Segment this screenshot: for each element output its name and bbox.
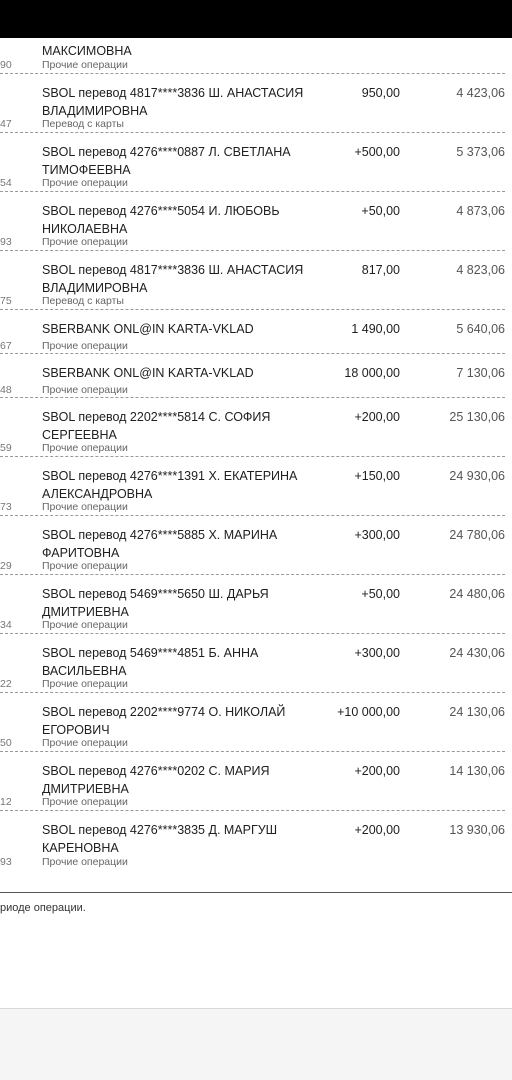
transaction-category: Перевод с карты [42, 118, 124, 130]
transaction-description: SBERBANK ONL@IN KARTA-VKLAD [42, 366, 254, 380]
transaction-balance: 5 640,06 [456, 322, 505, 336]
transaction-row [0, 354, 505, 398]
transaction-amount: 18 000,00 [344, 366, 400, 380]
transaction-row [0, 398, 505, 457]
transaction-amount: +50,00 [361, 204, 400, 218]
transaction-category: Прочие операции [42, 678, 128, 690]
transaction-description: SBOL перевод 4276****0887 Л. СВЕТЛАНА ТИМОФЕЕВНА [42, 145, 291, 177]
transaction-balance: 4 873,06 [456, 204, 505, 218]
transaction-amount: +150,00 [354, 469, 400, 483]
transaction-code: 50 [0, 737, 12, 749]
transaction-description: SBOL перевод 4817****3836 Ш. АНАСТАСИЯ ВЛАДИМИРОВНА [42, 86, 304, 118]
transaction-code: 22 [0, 678, 12, 690]
transaction-balance: 24 130,06 [449, 705, 505, 719]
transaction-category: Прочие операции [42, 59, 128, 71]
table-end-line [0, 892, 512, 893]
transaction-amount: +10 000,00 [337, 705, 400, 719]
transaction-description: SBOL перевод 4276****5885 Х. МАРИНА ФАРИТОВНА [42, 528, 278, 560]
transaction-description: SBOL перевод 2202****9774 О. НИКОЛАЙ ЕГОРОВИЧ [42, 705, 286, 737]
transaction-category: Прочие операции [42, 384, 128, 396]
transaction-description: SBOL перевод 4817****3836 Ш. АНАСТАСИЯ ВЛАДИМИРОВНА [42, 263, 304, 295]
transaction-category: Прочие операции [42, 737, 128, 749]
transaction-balance: 25 130,06 [449, 410, 505, 424]
transaction-code: 90 [0, 59, 12, 71]
transaction-description: SBOL перевод 2202****5814 С. СОФИЯ СЕРГЕЕВНА [42, 410, 271, 442]
transaction-row [0, 251, 505, 310]
transaction-amount: +300,00 [354, 646, 400, 660]
transaction-category: Прочие операции [42, 501, 128, 513]
transaction-amount: +300,00 [354, 528, 400, 542]
transaction-balance: 24 930,06 [449, 469, 505, 483]
transaction-code: 93 [0, 856, 12, 868]
transaction-code: 48 [0, 384, 12, 396]
transaction-category: Прочие операции [42, 236, 128, 248]
transaction-description: SBOL перевод 5469****5650 Ш. ДАРЬЯ ДМИТРИЕВНА [42, 587, 269, 619]
transaction-code: 12 [0, 796, 12, 808]
transaction-description: МАКСИМОВНА [42, 44, 132, 58]
transaction-balance: 5 373,06 [456, 145, 505, 159]
transaction-amount: 1 490,00 [351, 322, 400, 336]
transaction-balance: 7 130,06 [456, 366, 505, 380]
transaction-amount: +50,00 [361, 587, 400, 601]
transaction-category: Прочие операции [42, 856, 128, 868]
transaction-code: 29 [0, 560, 12, 572]
transaction-row [0, 693, 505, 752]
transaction-description: SBERBANK ONL@IN KARTA-VKLAD [42, 322, 254, 336]
transaction-category: Прочие операции [42, 177, 128, 189]
transaction-amount: +200,00 [354, 823, 400, 837]
transaction-balance: 14 130,06 [449, 764, 505, 778]
transaction-balance: 24 780,06 [449, 528, 505, 542]
footnote-text: риоде операции. [0, 902, 86, 914]
transaction-code: 47 [0, 118, 12, 130]
transaction-code: 59 [0, 442, 12, 454]
transaction-balance: 24 480,06 [449, 587, 505, 601]
transaction-category: Прочие операции [42, 560, 128, 572]
transaction-code: 75 [0, 295, 12, 307]
transaction-category: Прочие операции [42, 340, 128, 352]
transaction-category: Прочие операции [42, 796, 128, 808]
transaction-row [0, 516, 505, 575]
transaction-balance: 4 423,06 [456, 86, 505, 100]
transaction-amount: 817,00 [361, 263, 400, 277]
transaction-row [0, 38, 505, 74]
transaction-description: SBOL перевод 4276****5054 И. ЛЮБОВЬ НИКОЛАЕВНА [42, 204, 280, 236]
transaction-category: Прочие операции [42, 442, 128, 454]
transaction-amount: +200,00 [354, 764, 400, 778]
transaction-row [0, 752, 505, 811]
transaction-code: 34 [0, 619, 12, 631]
transaction-code: 54 [0, 177, 12, 189]
transaction-row [0, 133, 505, 192]
transaction-balance: 4 823,06 [456, 263, 505, 277]
transaction-description: SBOL перевод 4276****3835 Д. МАРГУШ КАРЕНОВНА [42, 823, 278, 855]
transaction-row [0, 811, 505, 873]
transaction-row [0, 634, 505, 693]
transaction-description: SBOL перевод 5469****4851 Б. АННА ВАСИЛЬЕВНА [42, 646, 259, 678]
transaction-code: 93 [0, 236, 12, 248]
transaction-amount: 950,00 [361, 86, 400, 100]
transaction-code: 67 [0, 340, 12, 352]
transaction-category: Прочие операции [42, 619, 128, 631]
transaction-row [0, 192, 505, 251]
transaction-row [0, 575, 505, 634]
transaction-code: 73 [0, 501, 12, 513]
transaction-description: SBOL перевод 4276****1391 Х. ЕКАТЕРИНА АЛЕКСАНДРОВНА [42, 469, 298, 501]
transaction-row [0, 310, 505, 354]
transaction-amount: +200,00 [354, 410, 400, 424]
transaction-balance: 24 430,06 [449, 646, 505, 660]
transaction-balance: 13 930,06 [449, 823, 505, 837]
transaction-row [0, 74, 505, 133]
transaction-category: Перевод с карты [42, 295, 124, 307]
top-bar [0, 0, 512, 38]
transaction-row [0, 457, 505, 516]
transaction-description: SBOL перевод 4276****0202 С. МАРИЯ ДМИТРИЕВНА [42, 764, 270, 796]
transaction-amount: +500,00 [354, 145, 400, 159]
